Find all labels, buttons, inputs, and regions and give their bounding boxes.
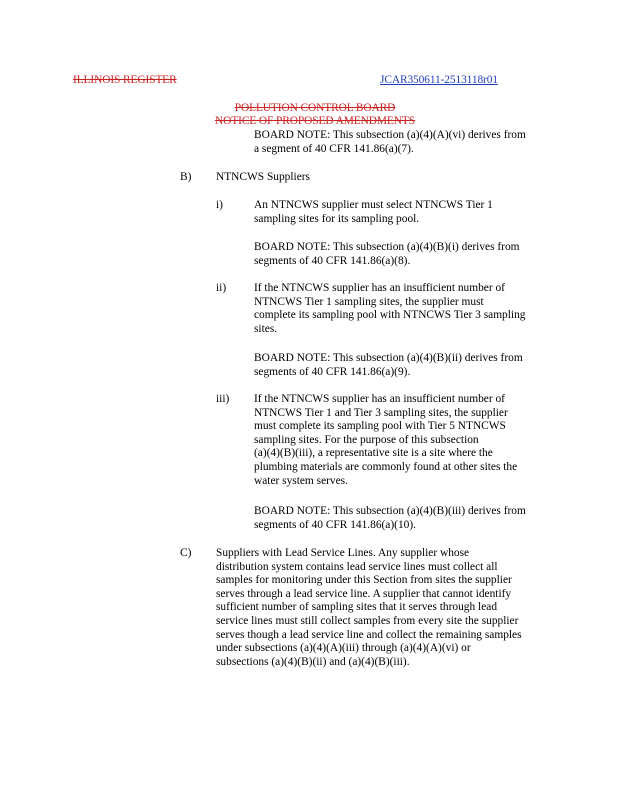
text-line: (a)(4)(B)(iii), a representative site is a site where the	[254, 447, 493, 460]
text-line: segments of 40 CFR 141.86(a)(10).	[254, 518, 416, 531]
text-line: serves though a lead service line and collect the remaining samples	[216, 628, 522, 641]
text-line: NTNCWS Tier 1 sampling sites, the supplier must	[254, 295, 484, 308]
item-ii-label: ii)	[216, 282, 227, 294]
text-line: subsections (a)(4)(B)(ii) and (a)(4)(B)(iii).	[216, 655, 410, 668]
text-line: BOARD NOTE: This subsection (a)(4)(B)(iii) derives from	[254, 505, 526, 517]
text-line: under subsections (a)(4)(A)(iii) through (a)(4)(A)(vi) or	[216, 642, 471, 655]
text-line: sites.	[254, 322, 278, 335]
board-note-iii	[254, 505, 526, 532]
board-note-i	[254, 241, 520, 268]
text-line: If the NTNCWS supplier has an insufficient number of	[254, 393, 505, 405]
section-c-text	[216, 547, 522, 669]
register-title: ILLINOIS REGISTER	[73, 74, 177, 86]
text-line: serves through a lead service line. A supplier that cannot identify	[216, 587, 512, 600]
board-note-ii	[254, 352, 523, 379]
section-c-label: C)	[180, 547, 192, 559]
section-b-heading: NTNCWS Suppliers	[216, 171, 310, 183]
text-line: BOARD NOTE: This subsection (a)(4)(B)(i) derives from	[254, 241, 520, 253]
text-line: segments of 40 CFR 141.86(a)(9).	[254, 365, 411, 378]
text-line: complete its sampling pool with NTNCWS Tier 3 sampling	[254, 309, 526, 322]
text-line: BOARD NOTE: This subsection (a)(4)(B)(ii) derives from	[254, 352, 523, 364]
item-i-label: i)	[216, 199, 223, 211]
text-line: distribution system contains lead service lines must collect all	[216, 560, 498, 573]
text-line: If the NTNCWS supplier has an insufficient number of	[254, 282, 505, 294]
item-ii-text	[254, 282, 525, 336]
text-line: NTNCWS Tier 1 and Tier 3 sampling sites, the supplier	[254, 406, 508, 419]
text-line: samples for monitoring under this Section from sites the supplier	[216, 574, 512, 587]
notice-heading: NOTICE OF PROPOSED AMENDMENTS	[215, 115, 415, 127]
item-iii-text	[254, 393, 517, 488]
text-line: water system serves.	[254, 474, 348, 487]
document-id-link[interactable]: JCAR350611-2513118r01	[380, 74, 498, 86]
text-line: sampling sites for its sampling pool.	[254, 212, 420, 225]
board-note-vi	[254, 129, 526, 156]
text-line: BOARD NOTE: This subsection (a)(4)(A)(vi) derives from	[254, 129, 526, 141]
text-line: must complete its sampling pool with Tier 5 NTNCWS	[254, 420, 506, 433]
section-b-label: B)	[180, 171, 192, 183]
text-line: plumbing materials are commonly found at other sites the	[254, 460, 518, 473]
text-line: Suppliers with Lead Service Lines. Any supplier whose	[216, 547, 470, 559]
text-line: service lines must still collect samples from every site the supplier	[216, 614, 519, 627]
text-line: An NTNCWS supplier must select NTNCWS Tier 1	[254, 199, 493, 211]
item-iii-label: iii)	[216, 393, 230, 405]
text-line: sufficient number of sampling sites that it serves through lead	[216, 601, 498, 614]
agency-heading: POLLUTION CONTROL BOARD	[234, 102, 396, 114]
item-i-text	[254, 199, 493, 226]
text-line: a segment of 40 CFR 141.86(a)(7).	[254, 142, 414, 155]
text-line: segments of 40 CFR 141.86(a)(8).	[254, 254, 411, 267]
text-line: sampling sites. For the purpose of this subsection	[254, 433, 479, 446]
